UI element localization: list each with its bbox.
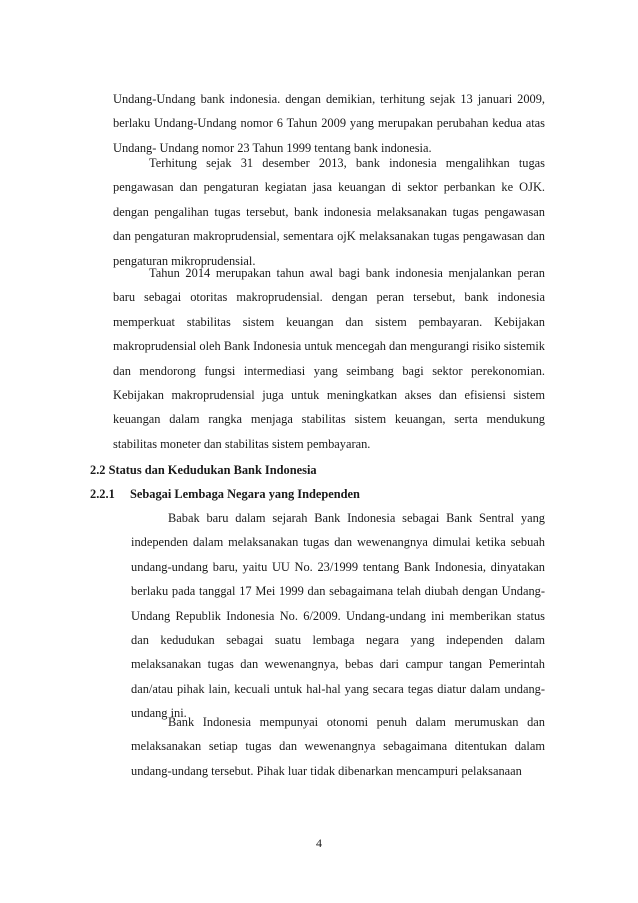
subsection-heading bbox=[90, 485, 360, 503]
paragraph-ojk-transfer: Terhitung sejak 31 desember 2013, bank indonesia mengalihkan tugas pengawasan dan pengaturan kegiatan jasa keuangan di sektor perbankan ke OJK. dengan pengalihan tugas tersebut, bank indonesia melaksanakan tugas pengawasan dan pengaturan makroprudensial, sementara ojK melaksanakan tugas pengawasan dan pengaturan mikroprudensial. bbox=[113, 156, 545, 268]
paragraph-independent-status: Babak baru dalam sejarah Bank Indonesia sebagai Bank Sentral yang independen dalam melaksanakan tugas dan wewenangnya dimulai ketika sebuah undang-undang baru, yaitu UU No. 23/1999 tentang Bank Indonesia, dinyatakan berlaku pada tanggal 17 Mei 1999 dan sebagaimana telah diubah dengan Undang-Undang Republik Indonesia No. 6/2009. Undang-undang ini memberikan status dan kedudukan sebagai suatu lembaga negara yang independen dalam melaksanakan tugas dan wewenangnya, bebas dari campur tangan Pemerintah dan/atau pihak lain, kecuali untuk hal-hal yang secara tegas diatur dalam undang-undang ini. bbox=[131, 511, 545, 721]
subsection-title: Sebagai Lembaga Negara yang Independen bbox=[130, 487, 360, 501]
paragraph-macroprudential-2014: Tahun 2014 merupakan tahun awal bagi bank indonesia menjalankan peran baru sebagai otoritas makroprudensial. dengan peran tersebut, bank indonesia memperkuat stabilitas sistem keuangan dan sistem pembayaran. Kebijakan makroprudensial oleh Bank Indonesia untuk mencegah dan mengurangi risiko sistemik dan mendorong fungsi intermediasi yang seimbang bagi sektor perekonomian. Kebijakan makroprudensial juga untuk meningkatkan akses dan efisiensi sistem keuangan dalam rangka menjaga stabilitas sistem keuangan, serta mendukung stabilitas moneter dan stabilitas sistem pembayaran. bbox=[113, 266, 545, 451]
section-heading: 2.2 Status dan Kedudukan Bank Indonesia bbox=[90, 463, 317, 477]
subsection-number: 2.2.1 bbox=[90, 487, 115, 501]
page-number: 4 bbox=[316, 836, 322, 850]
paragraph-uu-2009: Undang-Undang bank indonesia. dengan demikian, terhitung sejak 13 januari 2009, berlaku Undang-Undang nomor 6 Tahun 2009 yang merupakan perubahan kedua atas Undang- Undang nomor 23 Tahun 1999 tentang bank indonesia. bbox=[113, 92, 545, 155]
paragraph-autonomy: Bank Indonesia mempunyai otonomi penuh dalam merumuskan dan melaksanakan setiap tugas dan wewenangnya sebagaimana ditentukan dalam undang-undang tersebut. Pihak luar tidak dibenarkan mencampuri pelaksanaan bbox=[131, 715, 545, 778]
